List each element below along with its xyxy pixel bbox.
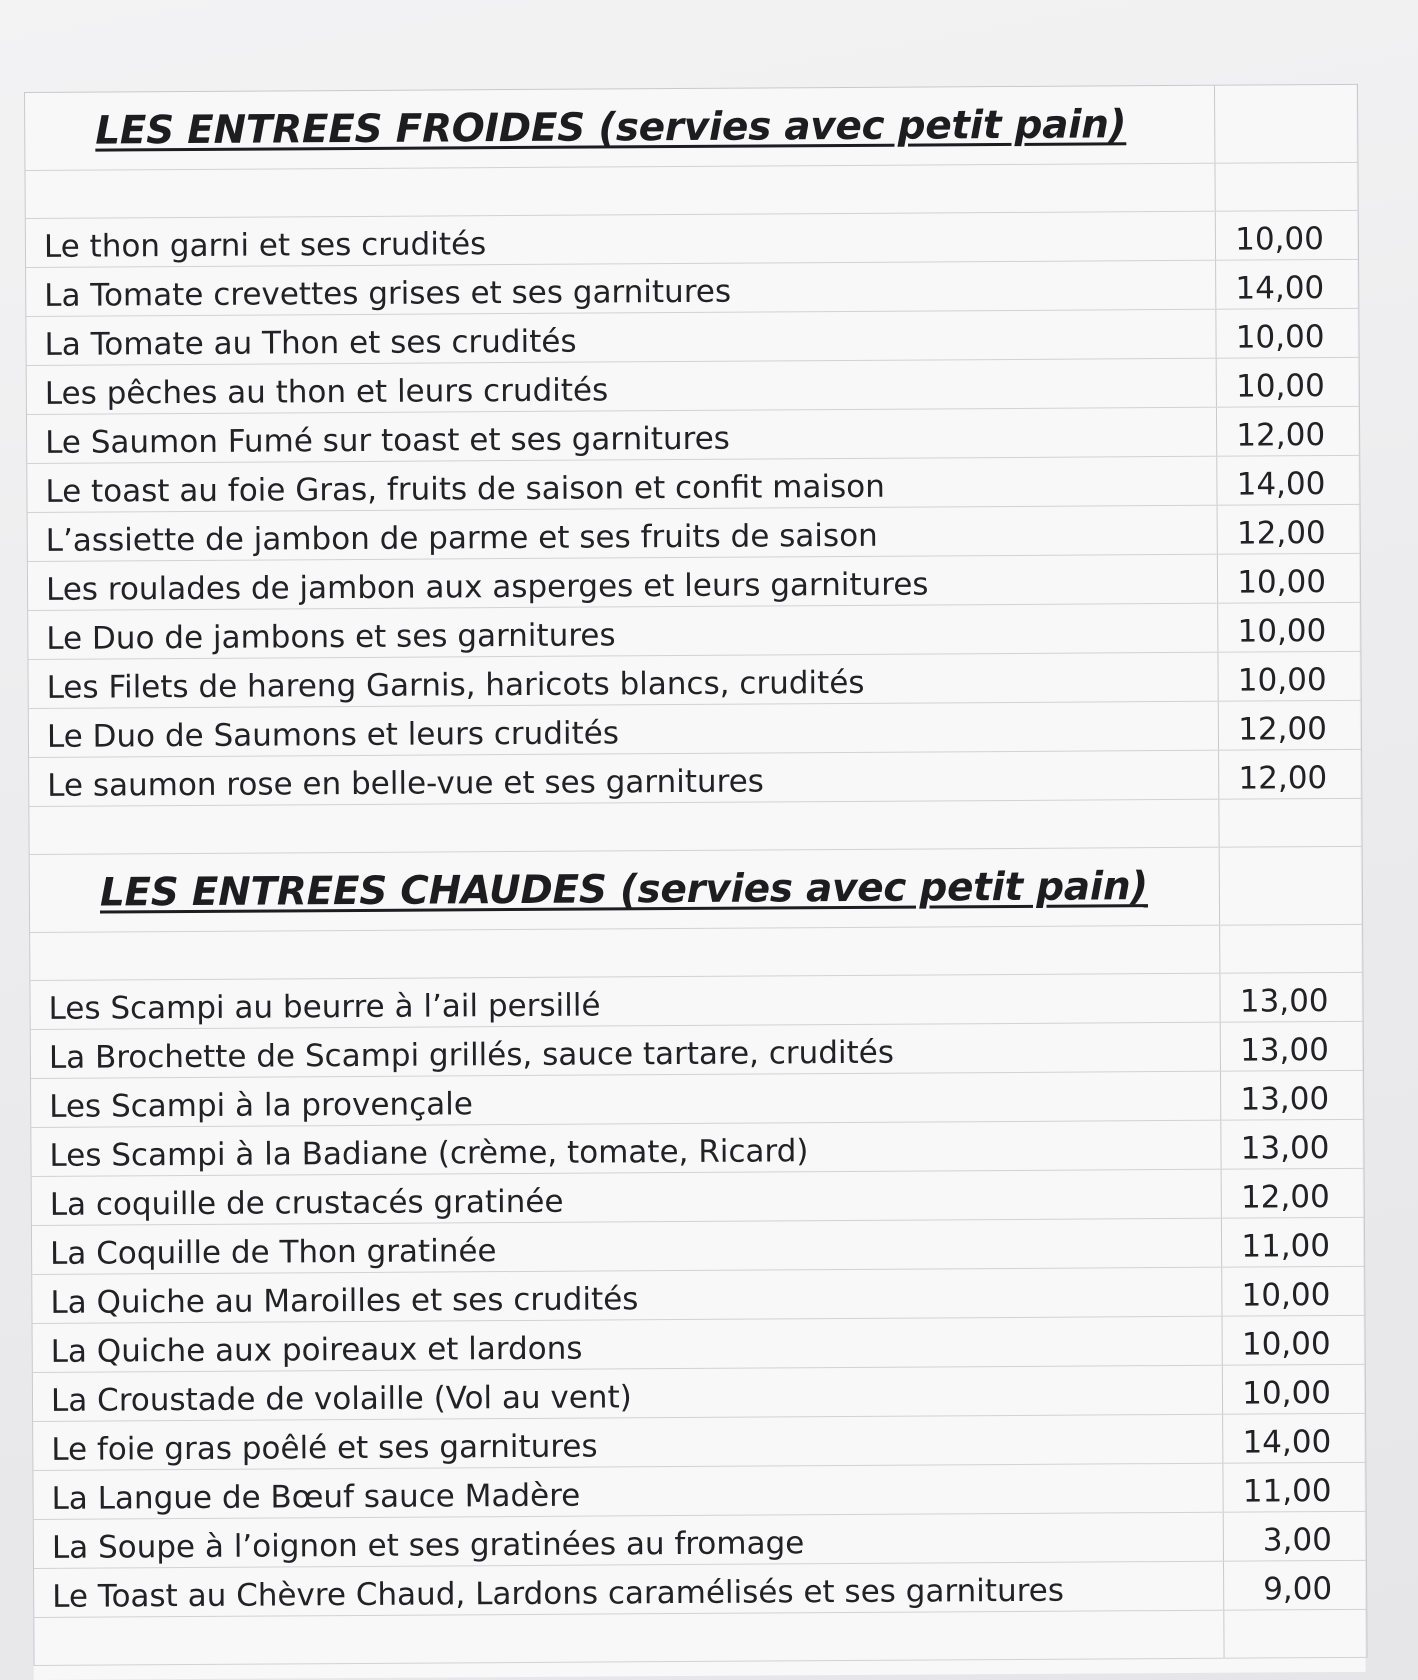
item-price: 10,00 (1235, 319, 1325, 356)
item-price: 12,00 (1238, 711, 1328, 748)
menu-item-row (29, 750, 1361, 807)
item-price: 12,00 (1238, 760, 1328, 797)
item-price: 12,00 (1236, 417, 1326, 454)
item-name: La Langue de Bœuf sauce Madère (33, 1464, 1223, 1519)
item-name: Les Scampi au beurre à l’ail persillé (30, 974, 1220, 1029)
item-name: La Tomate au Thon et ses crudités (26, 310, 1216, 365)
spacer-row (29, 799, 1361, 855)
item-price: 10,00 (1242, 1375, 1332, 1412)
item-name: Le thon garni et ses crudités (26, 212, 1216, 267)
item-price: 10,00 (1235, 221, 1325, 258)
item-price: 10,00 (1237, 564, 1327, 601)
menu-item-row (32, 1218, 1364, 1275)
item-name: Les roulades de jambon aux asperges et leurs garnitures (28, 555, 1218, 610)
item-name: Le Toast au Chèvre Chaud, Lardons caramélisés et ses garnitures (34, 1562, 1224, 1617)
menu-item-row (33, 1414, 1365, 1471)
item-price: 14,00 (1236, 466, 1326, 503)
item-name: La Croustade de volaille (Vol au vent) (33, 1366, 1223, 1421)
menu-item-row (27, 407, 1359, 464)
section-heading-row (30, 847, 1362, 933)
item-name: Le foie gras poêlé et ses garnitures (33, 1415, 1223, 1470)
item-price: 14,00 (1235, 270, 1325, 307)
item-price: 11,00 (1242, 1473, 1332, 1510)
menu-item-row (28, 505, 1360, 562)
item-name: Les pêches au thon et leurs crudités (27, 359, 1217, 414)
item-name: Le saumon rose en belle-vue et ses garnitures (29, 751, 1219, 806)
menu-item-row (26, 260, 1358, 317)
item-name: La Quiche aux poireaux et lardons (33, 1317, 1223, 1372)
menu-item-row (33, 1316, 1365, 1373)
item-name: La Brochette de Scampi grillés, sauce tartare, crudités (31, 1023, 1221, 1078)
menu-item-row (32, 1169, 1364, 1226)
item-price: 10,00 (1235, 368, 1325, 405)
menu-item-row (29, 701, 1361, 758)
item-name: Le Duo de Saumons et leurs crudités (29, 702, 1219, 757)
item-price: 10,00 (1237, 662, 1327, 699)
section-heading-row (25, 85, 1357, 171)
menu-item-row (27, 358, 1359, 415)
item-price: 9,00 (1263, 1571, 1333, 1608)
menu-table (24, 84, 1368, 1666)
item-name: La coquille de crustacés gratinée (32, 1170, 1222, 1225)
item-name: La Soupe à l’oignon et ses gratinées au fromage (34, 1513, 1224, 1568)
menu-item-row (33, 1365, 1365, 1422)
item-price: 13,00 (1240, 1130, 1330, 1167)
section-title-entrees-chaudes: LES ENTREES CHAUDES (servies avec petit pain) (99, 864, 1149, 916)
menu-item-row (31, 1120, 1363, 1177)
menu-item-row (30, 973, 1362, 1030)
section-title-entrees-froides: LES ENTREES FROIDES (servies avec petit pain) (95, 102, 1127, 154)
menu-item-row (28, 603, 1360, 660)
item-name: L’assiette de jambon de parme et ses fruits de saison (28, 506, 1218, 561)
menu-item-row (32, 1267, 1364, 1324)
item-name: Le toast au foie Gras, fruits de saison et confit maison (27, 457, 1217, 512)
item-price: 13,00 (1240, 1032, 1329, 1069)
item-price: 10,00 (1241, 1326, 1331, 1363)
item-price: 3,00 (1262, 1522, 1332, 1559)
item-price: 13,00 (1240, 1081, 1330, 1118)
menu-item-row (31, 1071, 1363, 1128)
menu-item-row (34, 1512, 1366, 1569)
item-name: Le Saumon Fumé sur toast et ses garnitures (27, 408, 1217, 463)
item-price: 12,00 (1236, 515, 1326, 552)
menu-item-row (31, 1022, 1363, 1079)
menu-item-row (34, 1561, 1366, 1618)
item-name: Les Filets de hareng Garnis, haricots blancs, crudités (28, 653, 1218, 708)
menu-item-row (33, 1463, 1365, 1520)
item-price: 10,00 (1237, 613, 1327, 650)
item-name: La Quiche au Maroilles et ses crudités (32, 1268, 1222, 1323)
menu-item-row (26, 211, 1358, 268)
spacer-row (34, 1610, 1366, 1666)
item-name: Le Duo de jambons et ses garnitures (28, 604, 1218, 659)
menu-item-row (28, 652, 1360, 709)
spacer-row (30, 925, 1362, 981)
item-price: 11,00 (1241, 1228, 1331, 1265)
menu-item-row (28, 554, 1360, 611)
item-price: 14,00 (1242, 1424, 1332, 1461)
item-name: La Tomate crevettes grises et ses garnitures (26, 261, 1216, 316)
item-name: Les Scampi à la provençale (31, 1072, 1221, 1127)
menu-item-row (26, 309, 1358, 366)
spacer-row (25, 163, 1357, 219)
item-price: 10,00 (1241, 1277, 1331, 1314)
item-name: Les Scampi à la Badiane (crème, tomate, Ricard) (31, 1121, 1221, 1176)
item-price: 12,00 (1240, 1179, 1330, 1216)
item-price: 13,00 (1239, 983, 1329, 1020)
menu-item-row (27, 456, 1359, 513)
menu-sheet (24, 84, 1366, 1680)
item-name: La Coquille de Thon gratinée (32, 1219, 1222, 1274)
